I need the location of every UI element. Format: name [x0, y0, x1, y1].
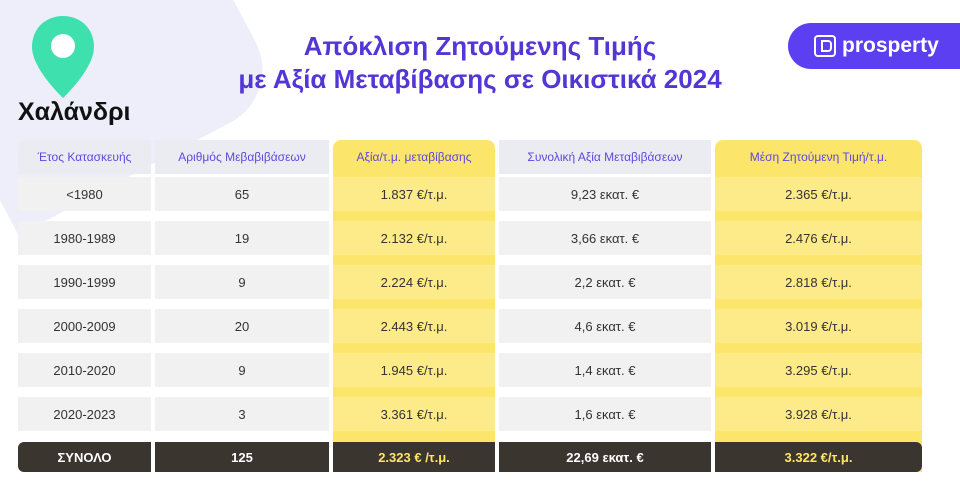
- table-row: [18, 353, 922, 387]
- header-cell: Αξία/τ.μ. μεταβίβασης: [356, 150, 472, 164]
- total-cell: 2.323 € /τ.μ.: [333, 442, 495, 472]
- table-cell: 2.443 €/τ.μ.: [333, 309, 495, 343]
- table-cell: 1.837 €/τ.μ.: [333, 177, 495, 211]
- table-cell: 2.476 €/τ.μ.: [715, 221, 922, 255]
- table-cell: 3,66 εκατ. €: [499, 221, 711, 255]
- table-row: [18, 397, 922, 431]
- brand-badge: [788, 23, 960, 69]
- table-cell: 1,6 εκατ. €: [499, 397, 711, 431]
- table-cell: 3.295 €/τ.μ.: [715, 353, 922, 387]
- page-title: [160, 30, 800, 96]
- table-cell: 9: [155, 353, 329, 387]
- table-cell: 2,2 εκατ. €: [499, 265, 711, 299]
- table-cell: 1980-1989: [18, 221, 151, 255]
- table-cell: 1,4 εκατ. €: [499, 353, 711, 387]
- total-cell: 3.322 €/τ.μ.: [715, 442, 922, 472]
- prosperty-logo-icon: [814, 35, 836, 57]
- map-pin-icon: [30, 14, 96, 100]
- header-cell: Συνολική Αξία Μεταβιβάσεων: [499, 140, 711, 174]
- header-cell: Έτος Κατασκευής: [18, 140, 151, 174]
- table-cell: 4,6 εκατ. €: [499, 309, 711, 343]
- total-cell: 125: [155, 442, 329, 472]
- area-name: Χαλάνδρι: [18, 98, 131, 126]
- table-row: [18, 221, 922, 255]
- total-cell: ΣΥΝΟΛΟ: [18, 442, 151, 472]
- table-cell: 1990-1999: [18, 265, 151, 299]
- title-line-1: Απόκλιση Ζητούμενης Τιμής: [303, 31, 657, 61]
- table-row: [18, 177, 922, 211]
- table-cell: 9: [155, 265, 329, 299]
- table-cell: 65: [155, 177, 329, 211]
- table-cell: 2.132 €/τ.μ.: [333, 221, 495, 255]
- table-cell: 1.945 €/τ.μ.: [333, 353, 495, 387]
- brand-name: prosperty: [842, 34, 939, 57]
- table-cell: 3.361 €/τ.μ.: [333, 397, 495, 431]
- table-cell: 2.818 €/τ.μ.: [715, 265, 922, 299]
- table-cell: 3.019 €/τ.μ.: [715, 309, 922, 343]
- table-cell: 3.928 €/τ.μ.: [715, 397, 922, 431]
- table-header: [18, 140, 922, 174]
- table-cell: 2000-2009: [18, 309, 151, 343]
- total-cell: 22,69 εκατ. €: [499, 442, 711, 472]
- table-cell: 3: [155, 397, 329, 431]
- table-cell: <1980: [18, 177, 151, 211]
- table-cell: 2020-2023: [18, 397, 151, 431]
- table-cell: 2010-2020: [18, 353, 151, 387]
- title-line-2: με Αξία Μεταβίβασης σε Οικιστικά 2024: [238, 64, 722, 94]
- table-row: [18, 309, 922, 343]
- header-cell: Μέση Ζητούμενη Τιμή/τ.μ.: [749, 150, 888, 164]
- header-cell: Αριθμός Μεβαβιβάσεων: [155, 140, 329, 174]
- table-cell: 2.224 €/τ.μ.: [333, 265, 495, 299]
- table-cell: 9,23 εκατ. €: [499, 177, 711, 211]
- table-total-row: [18, 442, 922, 472]
- table-row: [18, 265, 922, 299]
- table-cell: 2.365 €/τ.μ.: [715, 177, 922, 211]
- table-cell: 19: [155, 221, 329, 255]
- table-cell: 20: [155, 309, 329, 343]
